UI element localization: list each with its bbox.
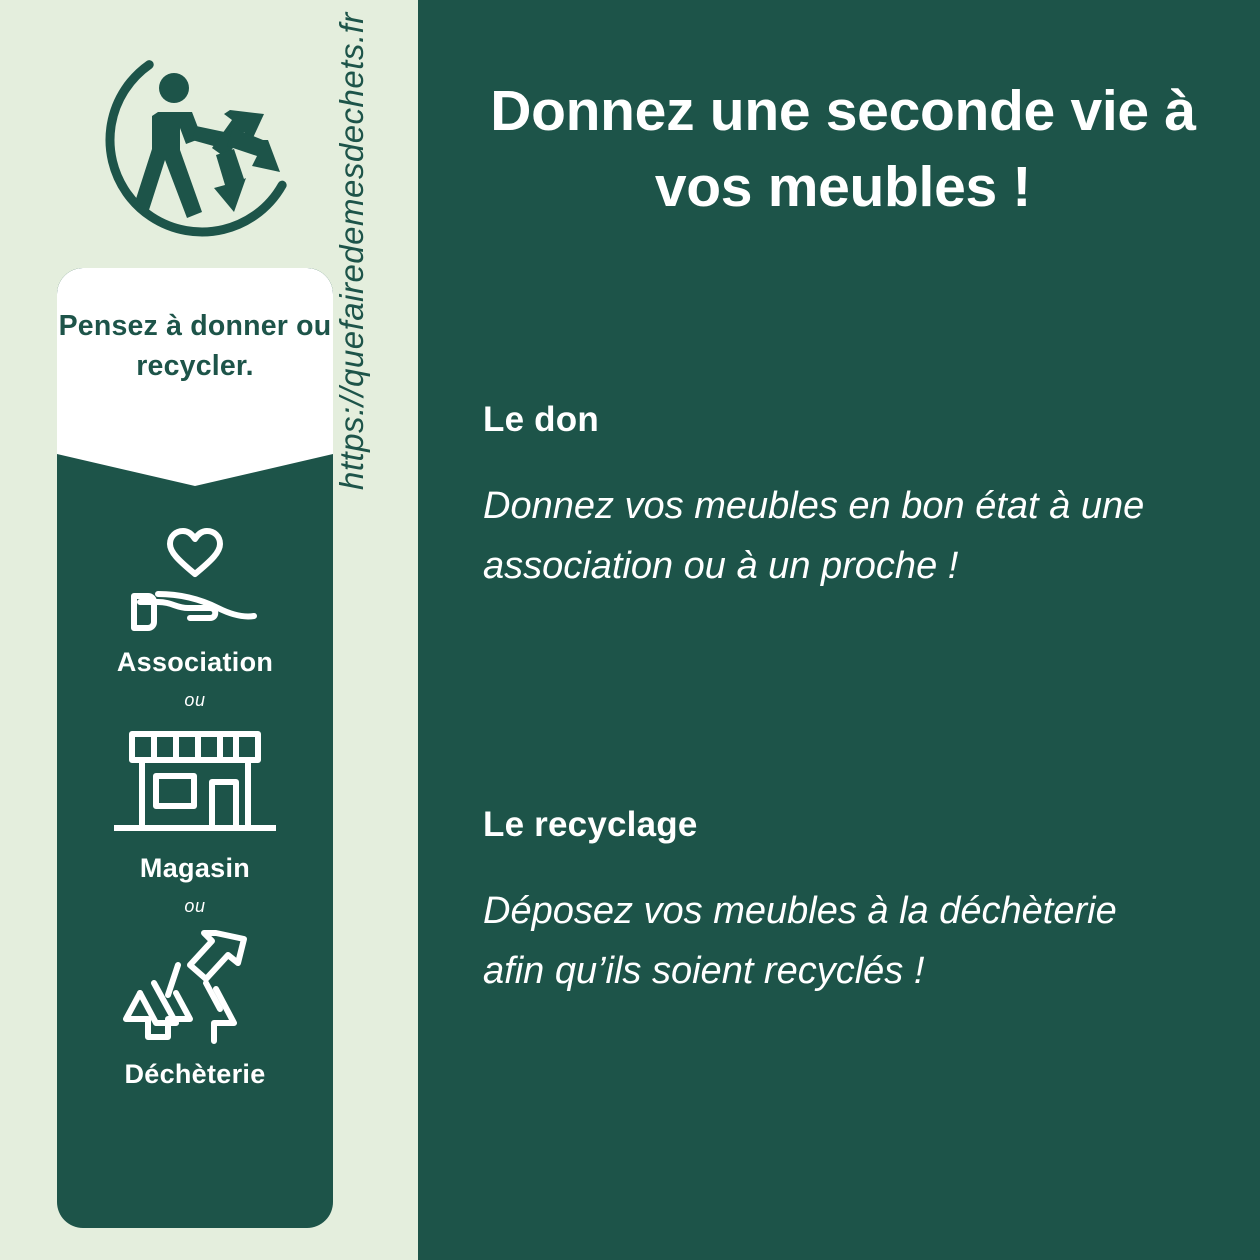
section-body-le-recyclage: Déposez vos meubles à la déchèterie afin qu’ils soient recyclés ! <box>483 890 1117 993</box>
recycling-person-logo <box>98 36 306 244</box>
shop-icon <box>57 729 333 839</box>
step-dechterie <box>57 935 333 1090</box>
step-label-association: Association <box>116 647 274 677</box>
right-panel <box>418 0 1260 1260</box>
website-url[interactable]: https://quefairedemesdechets.fr <box>333 12 370 490</box>
donate-recycle-card <box>57 268 333 1228</box>
section-title-le-recyclage: Le recyclage <box>483 805 698 844</box>
section-le-don <box>483 400 1203 596</box>
step-separator-1: ou <box>184 690 206 710</box>
callout-text: Pensez à donner ou recycler. <box>58 310 332 383</box>
section-body-le-don: Donnez vos meubles en bon état à une association ou à un proche ! <box>483 485 1145 588</box>
step-association <box>57 523 333 678</box>
left-panel <box>0 0 418 1260</box>
section-le-recyclage <box>483 805 1203 1001</box>
page-title: Donnez une seconde vie à vos meubles ! <box>490 79 1196 219</box>
step-label-dechterie: Déchèterie <box>124 1059 266 1089</box>
step-separator-2: ou <box>184 896 206 916</box>
steps-list <box>57 523 333 1090</box>
hand-heart-icon <box>57 523 333 633</box>
step-magasin <box>57 729 333 884</box>
step-label-magasin: Magasin <box>139 853 251 883</box>
recycling-center-icon <box>57 935 333 1045</box>
section-title-le-don: Le don <box>483 400 599 439</box>
